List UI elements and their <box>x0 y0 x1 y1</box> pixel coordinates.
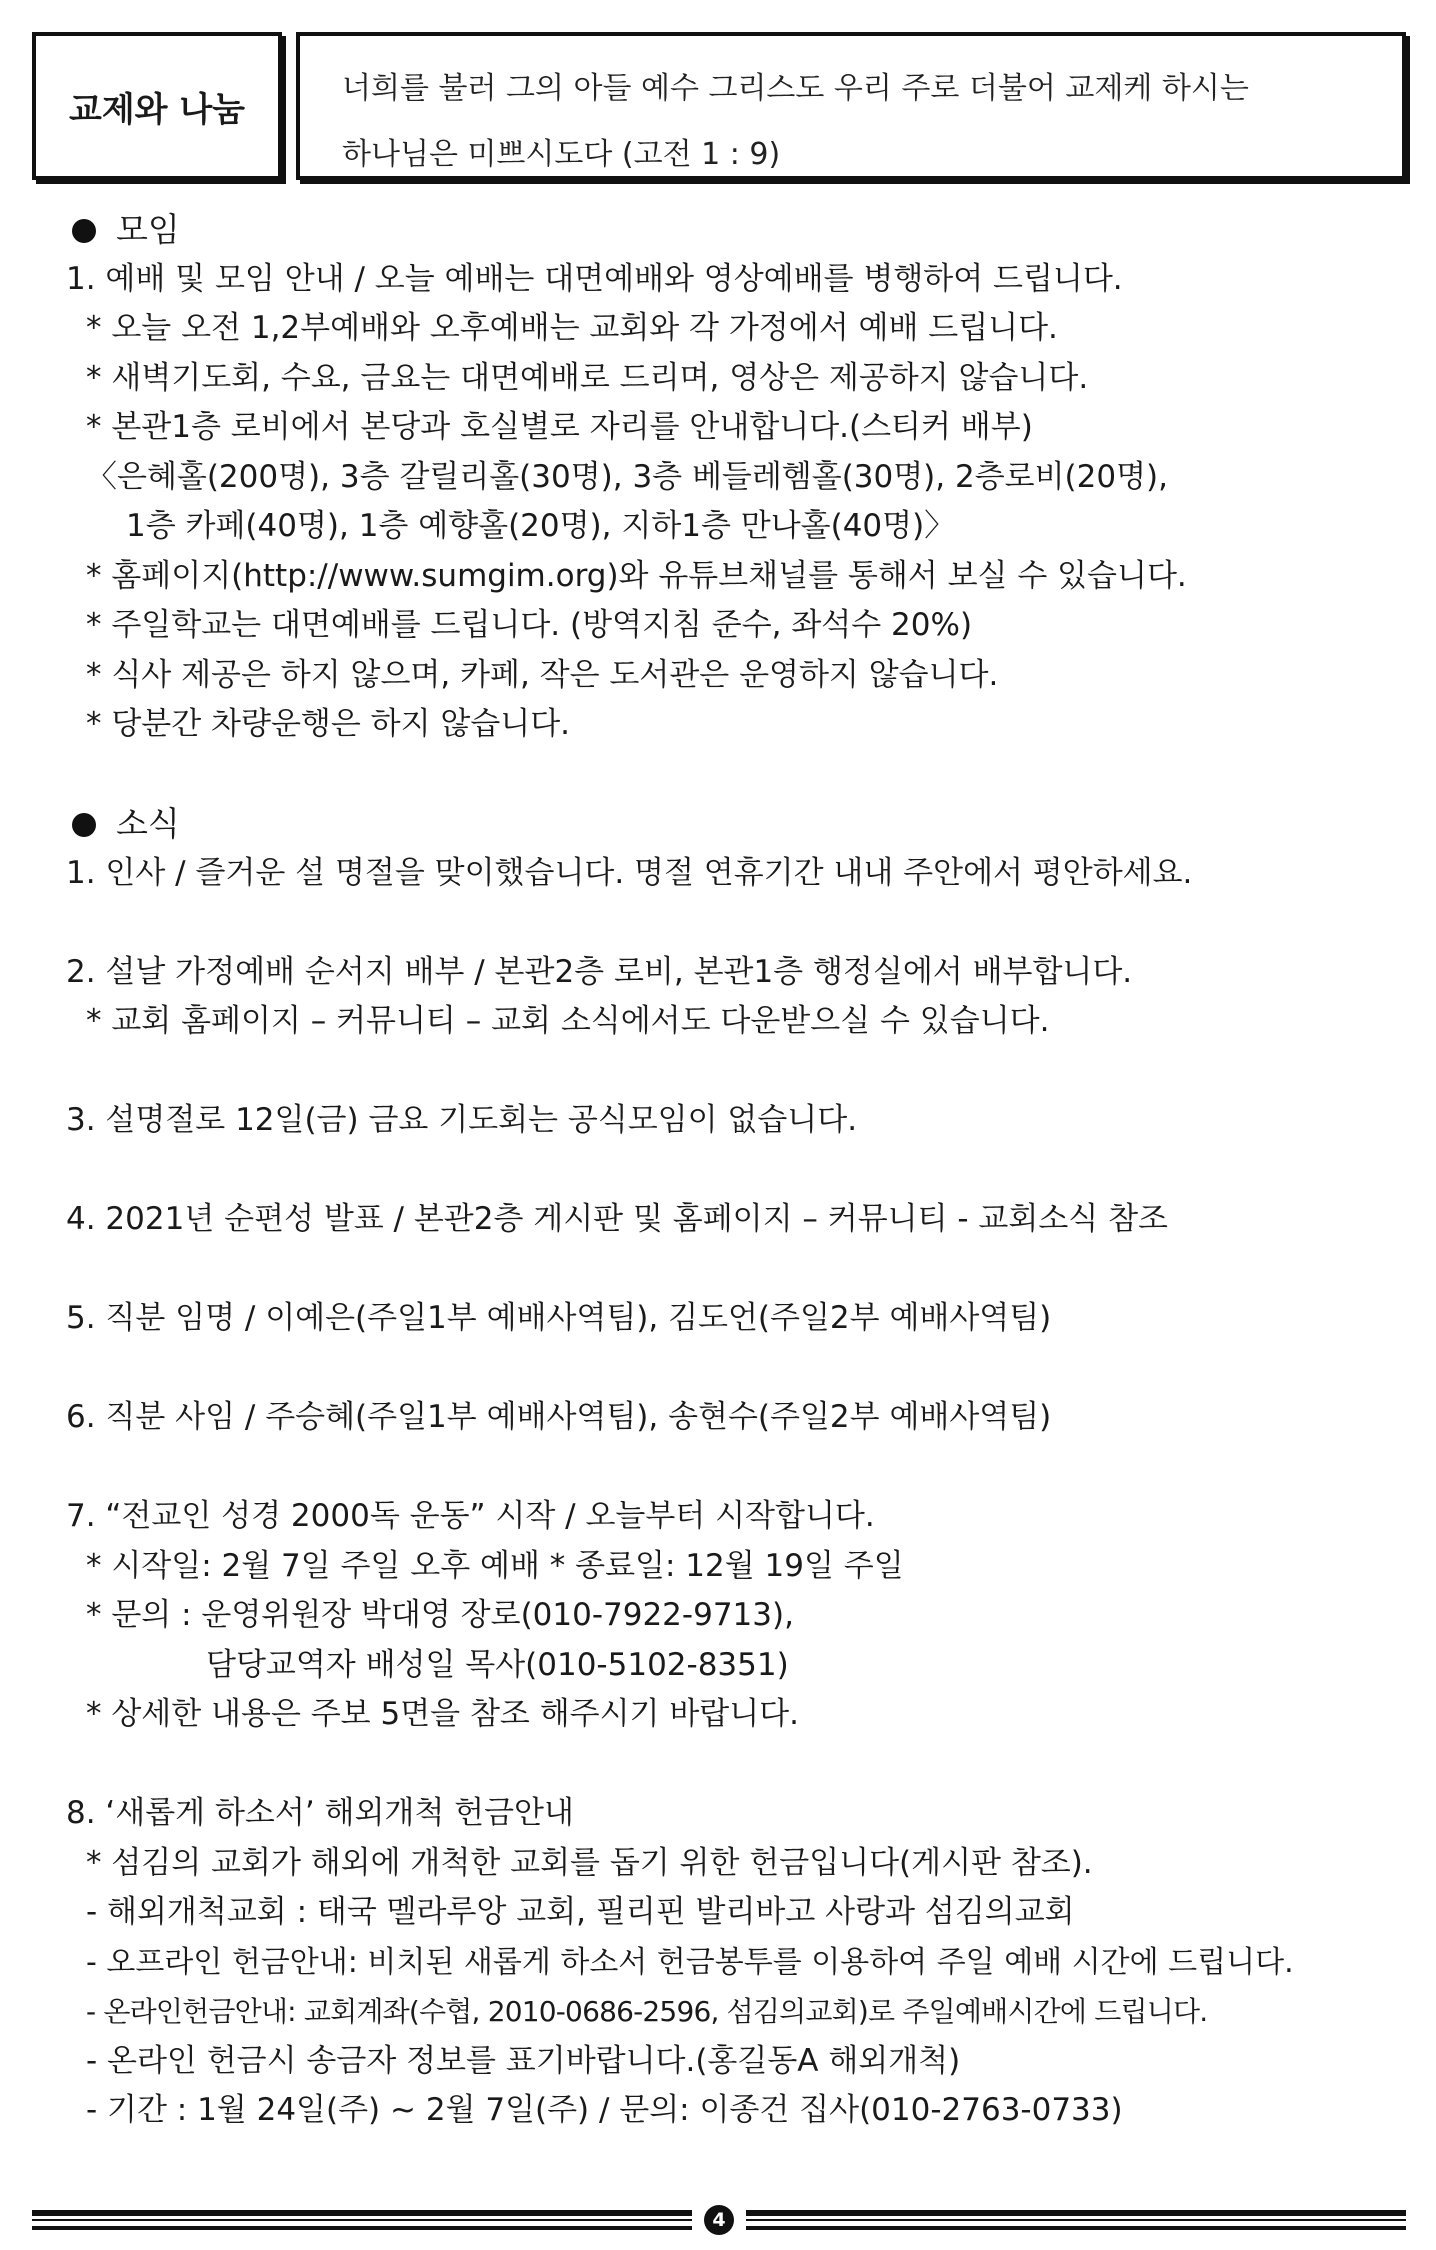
news-item-6: 6. 직분 사임 / 주승혜(주일1부 예배사역팀), 송현수(주일2부 예배사역팀) <box>66 1399 1052 1435</box>
news-item-7-sub: 담당교역자 배성일 목사(010-5102-8351) <box>206 1646 789 1683</box>
news-item-8-sub: - 해외개척교회 : 태국 멜라루앙 교회, 필리핀 발리바고 사랑과 섬김의교회 <box>86 1894 1075 1930</box>
verse-box <box>296 32 1406 180</box>
news-item-7: 7. “전교인 성경 2000독 운동” 시작 / 오늘부터 시작합니다. <box>66 1498 875 1534</box>
page-footer <box>32 2205 1406 2235</box>
news-item-8-sub: * 섬김의 교회가 해외에 개척한 교회를 돕기 위한 헌금입니다(게시판 참조). <box>86 1844 1093 1881</box>
meeting-line: 〈은혜홀(200명), 3층 갈릴리홀(30명), 3층 베들레헴홀(30명), 2층로비(20명), <box>86 458 1168 495</box>
news-item-1: 1. 인사 / 즐거운 설 명절을 맞이했습니다. 명절 연휴기간 내내 주안에서 평안하세요. <box>66 854 1193 891</box>
meeting-heading: 모임 <box>66 205 1406 255</box>
news-item-8-sub: - 오프라인 헌금안내: 비치된 새롭게 하소서 헌금봉투를 이용하여 주일 예배 시간에 드립니다. <box>86 1944 1294 1980</box>
bullet-dot-icon <box>72 813 96 837</box>
verse-line-2: 하나님은 미쁘시도다 (고전 1 : 9) <box>342 137 781 172</box>
footer-rule-right <box>746 2210 1406 2230</box>
news-item-7-sub: * 시작일: 2월 7일 주일 오후 예배 * 종료일: 12월 19일 주일 <box>86 1547 904 1584</box>
footer-rule-left <box>32 2210 692 2230</box>
page-number: 4 <box>704 2205 734 2235</box>
news-item-2-sub: * 교회 홈페이지 – 커뮤니티 – 교회 소식에서도 다운받으실 수 있습니다. <box>86 1003 1050 1039</box>
meeting-line: * 식사 제공은 하지 않으며, 카페, 작은 도서관은 운영하지 않습니다. <box>86 656 999 693</box>
bullet-dot-icon <box>72 219 96 243</box>
meeting-line: 1층 카페(40명), 1층 예향홀(20명), 지하1층 만나홀(40명)〉 <box>126 508 956 544</box>
news-heading: 소식 <box>66 799 1406 849</box>
verse-line-1: 너희를 불러 그의 아들 예수 그리스도 우리 주로 더불어 교제케 하시는 <box>342 71 1249 106</box>
meeting-line: 1. 예배 및 모임 안내 / 오늘 예배는 대면예배와 영상예배를 병행하여 드립니다. <box>66 260 1123 297</box>
news-item-7-sub: * 문의 : 운영위원장 박대영 장로(010-7922-9713), <box>86 1597 794 1633</box>
meeting-line: * 새벽기도회, 수요, 금요는 대면예배로 드리며, 영상은 제공하지 않습니다. <box>86 359 1089 396</box>
section-title-box <box>32 32 282 180</box>
bulletin-content <box>66 205 1406 2136</box>
news-item-8: 8. ‘새롭게 하소서’ 해외개척 헌금안내 <box>66 1795 574 1831</box>
news-item-8-sub: - 온라인 헌금시 송금자 정보를 표기바랍니다.(홍길동A 해외개척) <box>86 2042 961 2079</box>
news-item-3: 3. 설명절로 12일(금) 금요 기도회는 공식모임이 없습니다. <box>66 1102 858 1138</box>
meeting-line: * 본관1층 로비에서 본당과 호실별로 자리를 안내합니다.(스티커 배부) <box>86 409 1033 445</box>
meeting-line: * 오늘 오전 1,2부예배와 오후예배는 교회와 각 가정에서 예배 드립니다. <box>86 310 1058 346</box>
meeting-line: * 당분간 차량운행은 하지 않습니다. <box>86 706 571 742</box>
news-item-7-sub: * 상세한 내용은 주보 5면을 참조 해주시기 바랍니다. <box>86 1696 799 1732</box>
news-item-5: 5. 직분 임명 / 이예은(주일1부 예배사역팀), 김도언(주일2부 예배사역팀) <box>66 1300 1052 1336</box>
news-item-8-sub: - 기간 : 1월 24일(주) ~ 2월 7일(주) / 문의: 이종건 집사(010-2763-0733) <box>86 2092 1123 2128</box>
news-item-8-sub: - 온라인헌금안내: 교회계좌(수협, 2010-0686-2596, 섬김의교회)로 주일예배시간에 드립니다. <box>86 1995 1208 2028</box>
meeting-line: * 주일학교는 대면예배를 드립니다. (방역지침 준수, 좌석수 20%) <box>86 607 973 643</box>
section-title: 교제와 나눔 <box>68 89 246 130</box>
news-item-2: 2. 설날 가정예배 순서지 배부 / 본관2층 로비, 본관1층 행정실에서 배부합니다. <box>66 953 1133 990</box>
meeting-line: * 홈페이지(http://www.sumgim.org)와 유튜브채널를 통해서 보실 수 있습니다. <box>86 557 1187 594</box>
news-item-4: 4. 2021년 순편성 발표 / 본관2층 게시판 및 홈페이지 – 커뮤니티 - 교회소식 참조 <box>66 1201 1168 1237</box>
